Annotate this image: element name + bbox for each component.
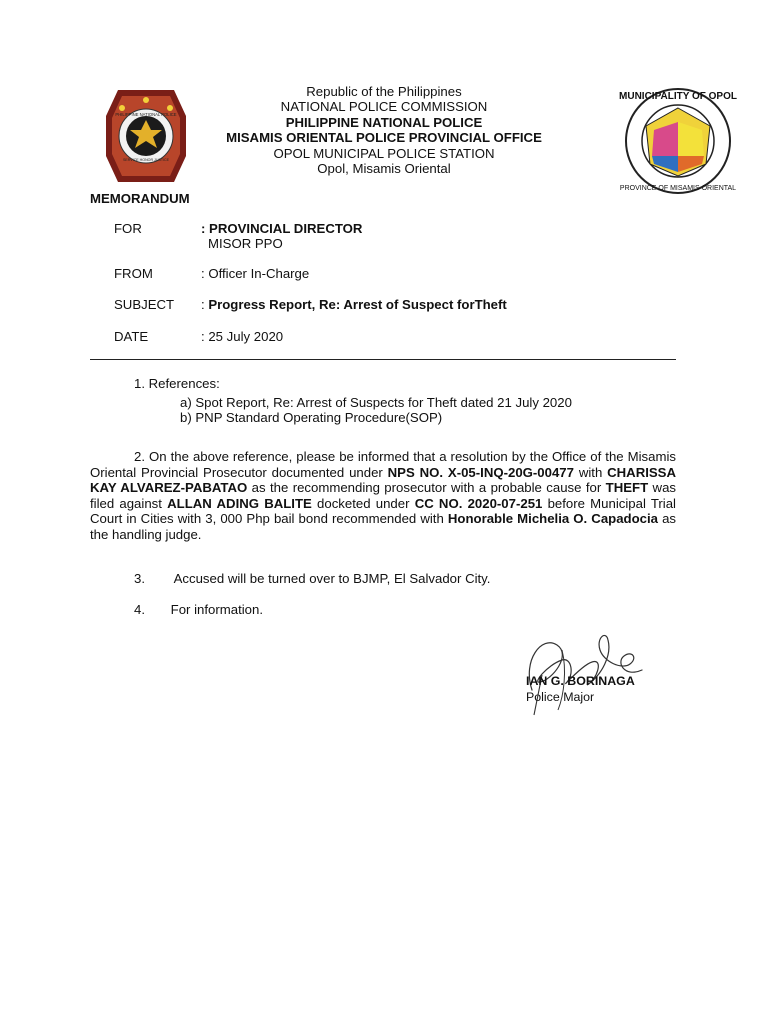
divider-line	[90, 359, 676, 360]
signatory-name: IAN G. BORINAGA	[526, 674, 635, 688]
reference-b: b) PNP Standard Operating Procedure(SOP)	[180, 410, 443, 425]
references-heading: 1. References:	[134, 376, 220, 391]
letterhead	[0, 84, 768, 176]
reference-a: a) Spot Report, Re: Arrest of Suspects for Theft dated 21 July 2020	[180, 395, 572, 410]
p2-text: docketed under	[311, 495, 415, 511]
paragraph-4: 4. For information.	[134, 602, 263, 617]
subject-colon: :	[201, 297, 209, 312]
subject-value: Progress Report, Re: Arrest of Suspect forTheft	[208, 297, 507, 312]
for-value-unit: MISOR PPO	[208, 236, 283, 251]
p2-prosecutor: CHARISSA KAY ALVAREZ-PABATAO	[90, 464, 676, 496]
from-label: FROM	[114, 266, 153, 281]
svg-text:PHILIPPINE NATIONAL POLICE: PHILIPPINE NATIONAL POLICE	[115, 112, 177, 117]
p2-text: as the handling judge.	[90, 511, 676, 542]
header-napolcom: NATIONAL POLICE COMMISSION	[280, 99, 488, 115]
p2-text: as the recommending prosecutor with a probable cause for	[247, 480, 606, 496]
header-pnp: PHILIPPINE NATIONAL POLICE	[285, 114, 483, 130]
for-label: FOR	[114, 221, 142, 236]
for-value: : PROVINCIAL DIRECTOR	[201, 221, 363, 236]
subject-label: SUBJECT	[114, 297, 175, 312]
p2-text: was filed against	[90, 480, 676, 511]
header-provincial-office: MISAMIS ORIENTAL POLICE PROVINCIAL OFFICE	[226, 130, 542, 146]
p2-case-number: CC NO. 2020-07-251	[414, 495, 543, 511]
p2-nps-number: NPS NO. X-05-INQ-20G-00477	[387, 464, 574, 480]
svg-text:SERVICE HONOR JUSTICE: SERVICE HONOR JUSTICE	[122, 158, 170, 162]
paragraph-3: 3. Accused will be turned over to BJMP, El Salvador City.	[134, 571, 491, 586]
header-municipal-station: OPOL MUNICIPAL POLICE STATION	[273, 145, 495, 161]
p2-offense: THEFT	[605, 480, 649, 496]
from-value: : Officer In-Charge	[201, 266, 310, 281]
svg-text:MUNICIPALITY OF OPOL: MUNICIPALITY OF OPOL	[619, 91, 737, 102]
p2-accused: ALLAN ADING BALITE	[167, 495, 312, 511]
date-label: DATE	[114, 329, 149, 344]
p2-text: with	[573, 464, 608, 480]
svg-text:PROVINCE OF MISAMIS ORIENTAL: PROVINCE OF MISAMIS ORIENTAL	[619, 185, 737, 192]
signature-icon	[512, 620, 662, 720]
header-location: Opol, Misamis Oriental	[317, 161, 451, 177]
memo-title: MEMORANDUM	[90, 191, 190, 206]
header-republic: Republic of the Philippines	[306, 84, 462, 99]
p2-text: before Municipal Trial Court in Cities with 3, 000 Php bail bond recommended with	[90, 495, 676, 527]
subject-field	[201, 297, 507, 312]
p2-text: 2. On the above reference, please be informed that a resolution by the Office of the Misamis Oriental Provincial Prosecutor documented under	[90, 449, 676, 480]
signatory-rank: Police Major	[526, 690, 595, 704]
date-value: : 25 July 2020	[201, 329, 284, 344]
paragraph-2	[90, 449, 676, 543]
p2-judge: Honorable Michelia O. Capadocia	[447, 511, 658, 527]
